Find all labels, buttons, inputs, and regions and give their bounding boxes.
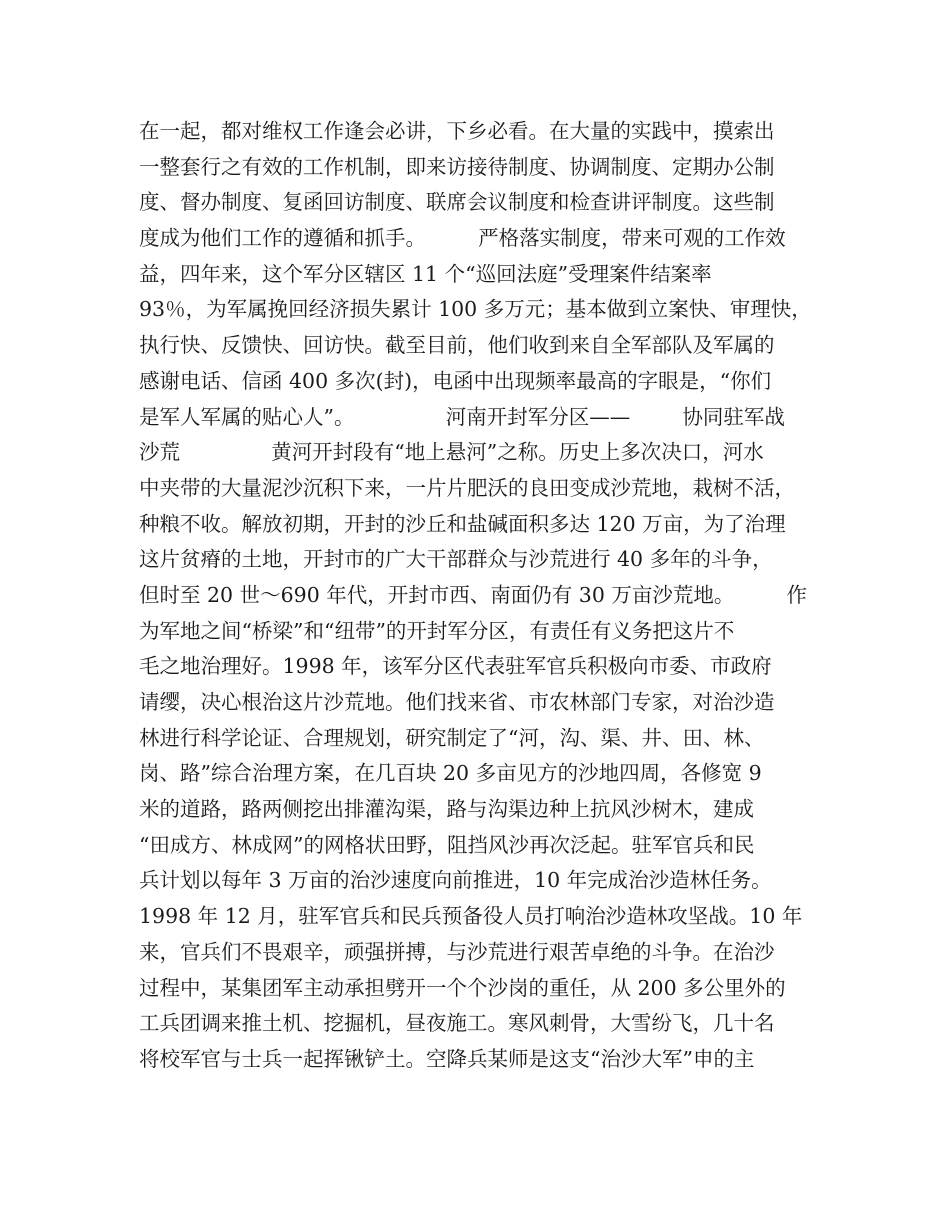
text-line: 这片贫瘠的土地，开封市的广大干部群众与沙荒进行 40 多年的斗争， <box>139 547 773 572</box>
text-line: 益，四年来，这个军分区辖区 11 个“巡回法庭”受理案件结案率 <box>139 261 712 286</box>
text-line: 兵计划以每年 3 万亩的治沙速度向前推进，10 年完成治沙造林任务。 <box>139 868 772 893</box>
text-line: 沙荒 黄河开封段有“地上悬河”之称。历史上多次决口，河水 <box>139 440 764 465</box>
text-line: 米的道路，路两侧挖出排灌沟渠，路与沟渠边种上抗风沙树木，建成 <box>139 797 754 822</box>
text-line: 感谢电话、信函 400 多次(封)，电函中出现频率最高的字眼是，“你们 <box>139 368 772 393</box>
text-line: 一整套行之有效的工作机制，即来访接待制度、协调制度、定期办公制 <box>139 154 775 179</box>
text-line: 执行快、反馈快、回访快。截至目前，他们收到来自全军部队及军属的 <box>139 333 775 358</box>
text-line: 93％，为军属挽回经济损失累计 100 多万元；基本做到立案快、审理快， <box>139 297 812 322</box>
text-line: 请缨，决心根治这片沙荒地。他们找来省、市农林部门专家，对治沙造 <box>139 690 775 714</box>
text-line: 1998 年 12 月，驻军官兵和民兵预备役人员打响治沙造林攻坚战。10 年 <box>139 904 803 929</box>
text-line: 是军人军属的贴心人”。 河南开封军分区—— 协同驻军战 <box>139 404 785 429</box>
text-line: 度、督办制度、复函回访制度、联席会议制度和检查讲评制度。这些制 <box>139 190 775 215</box>
text-line: 林进行科学论证、合理规划，研究制定了“河，沟、渠、井、田、林、 <box>139 725 765 750</box>
text-line: 中夹带的大量泥沙沉积下来，一片片肥沃的良田变成沙荒地，栽树不活， <box>139 475 795 500</box>
text-line: 毛之地治理好。1998 年，该军分区代表驻军官兵积极向市委、市政府 <box>139 654 772 679</box>
text-line: 来，官兵们不畏艰辛，顽强拼搏，与沙荒进行艰苦卓绝的斗争。在治沙 <box>139 939 775 964</box>
text-line: 度成为他们工作的遵循和抓手。 严格落实制度，带来可观的工作效 <box>139 226 786 251</box>
text-line: 过程中，某集团军主动承担劈开一个个沙岗的重任，从 200 多公里外的 <box>139 975 786 1000</box>
text-line: 将校军官与士兵一起挥锹铲土。空降兵某师是这支“治沙大军”申的主 <box>139 1046 755 1071</box>
text-line: 工兵团调来推土机、挖掘机，昼夜施工。寒风刺骨，大雪纷飞，几十名 <box>139 1011 775 1036</box>
text-line: 为军地之间“桥梁”和“纽带”的开封军分区，有责任有义务把这片不 <box>139 618 735 643</box>
body-text <box>139 114 829 1078</box>
text-line: 岗、路”综合治理方案，在几百块 20 多亩见方的沙地四周，各修宽 9 <box>139 761 762 786</box>
text-line: 种粮不收。解放初期，开封的沙丘和盐碱面积多达 120 万亩，为了治理 <box>139 511 786 536</box>
text-line: “田成方、林成网”的网格状田野，阻挡风沙再次泛起。驻军官兵和民 <box>139 832 755 857</box>
text-line: 但时至 20 世～690 年代，开封市西、南面仍有 30 万亩沙荒地。 作 <box>139 582 808 607</box>
text-line: 在一起，都对维权工作逢会必讲，下乡必看。在大量的实践中，摸索出 <box>139 119 775 143</box>
